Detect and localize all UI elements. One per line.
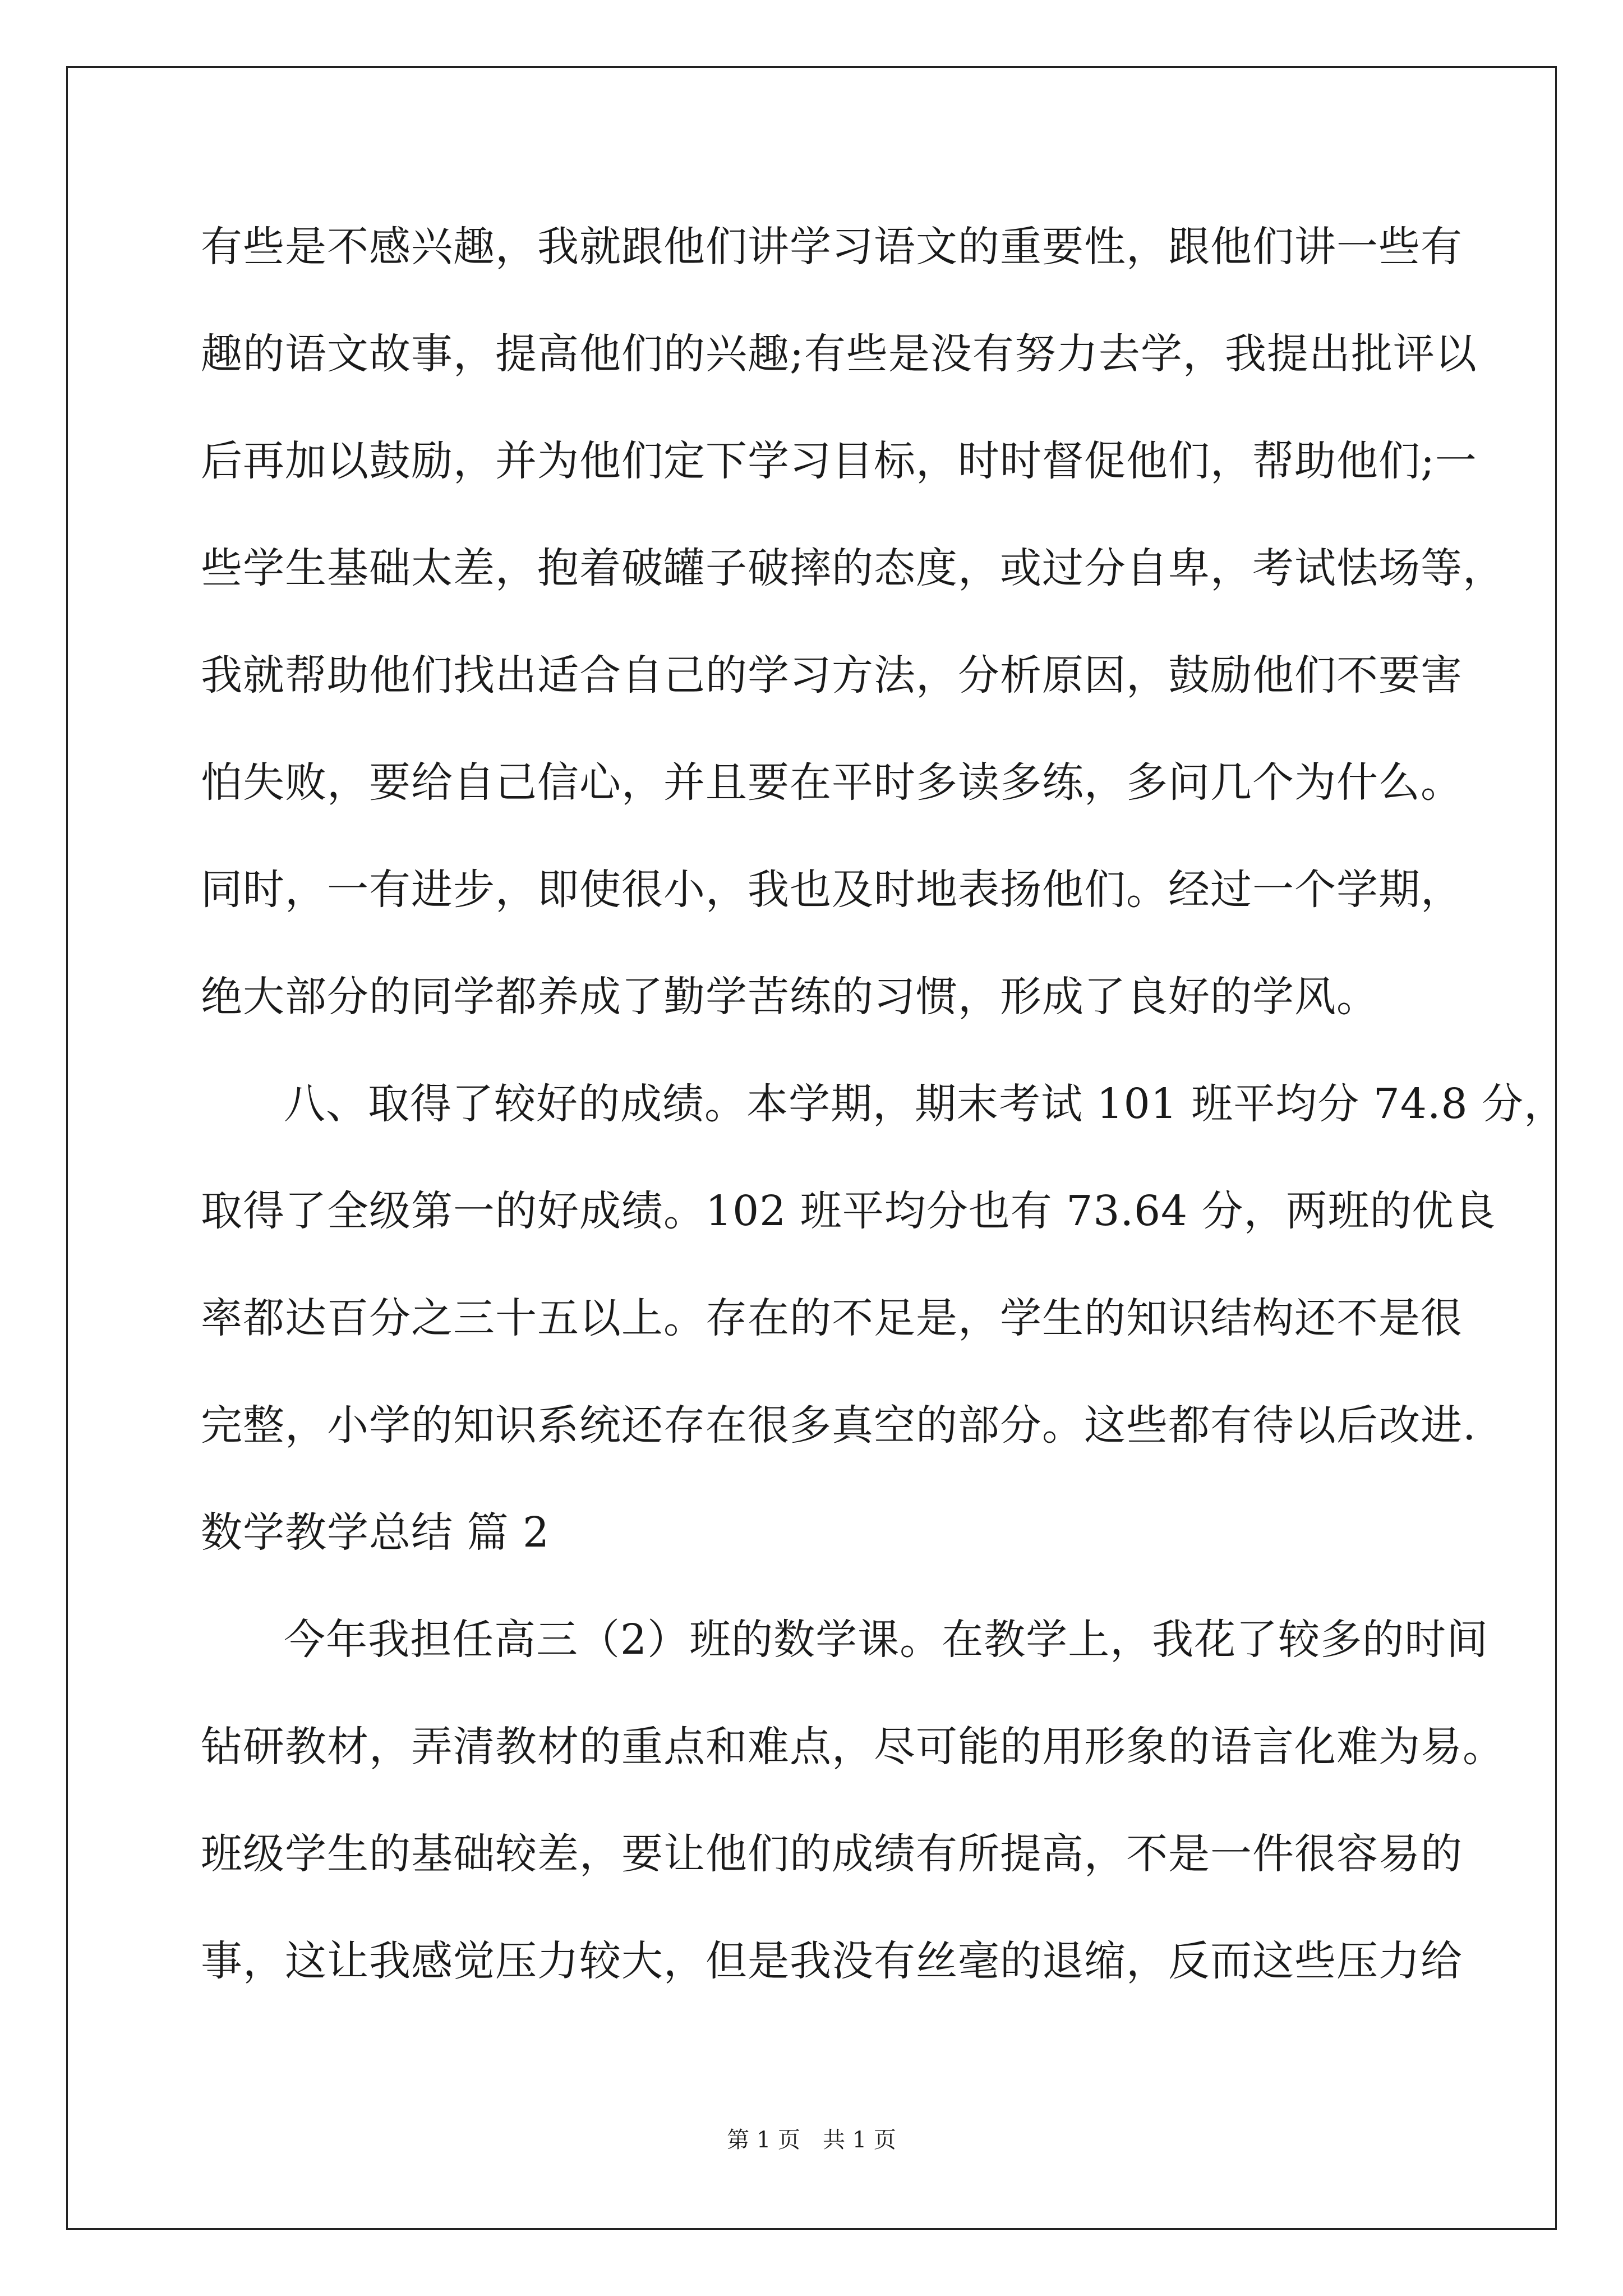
text-line: 后再加以鼓励，并为他们定下学习目标，时时督促他们，帮助他们;一 (201, 437, 1477, 485)
text-line: 取得了全级第一的好成绩。102 班平均分也有 73.64 分，两班的优良 (201, 1187, 1496, 1235)
text-line: 怕失败，要给自己信心，并且要在平时多读多练，多问几个为什么。 (201, 758, 1463, 807)
page-footer: 第 1 页 共 1 页 (727, 2127, 896, 2153)
document-body (201, 194, 1566, 2015)
text-line: 率都达百分之三十五以上。存在的不足是，学生的知识结构还不是很 (201, 1294, 1463, 1342)
text-line: 我就帮助他们找出适合自己的学习方法，分析原因，鼓励他们不要害 (201, 651, 1463, 700)
text-line: 有些是不感兴趣，我就跟他们讲学习语文的重要性，跟他们讲一些有 (201, 223, 1463, 271)
section-heading: 数学教学总结 篇 2 (201, 1508, 550, 1557)
text-line: 八、取得了较好的成绩。本学期，期末考试 101 班平均分 74.8 分， (284, 1080, 1566, 1128)
text-line: 绝大部分的同学都养成了勤学苦练的习惯，形成了良好的学风。 (201, 973, 1378, 1021)
text-line: 些学生基础太差，抱着破罐子破摔的态度，或过分自卑，考试怯场等， (201, 544, 1505, 592)
text-line: 今年我担任高三（2）班的数学课。在教学上，我花了较多的时间 (284, 1616, 1489, 1664)
text-line: 事，这让我感觉压力较大，但是我没有丝毫的退缩，反而这些压力给 (201, 1937, 1463, 1985)
text-line: 钻研教材，弄清教材的重点和难点，尽可能的用形象的语言化难为易。 (201, 1723, 1505, 1771)
text-line: 趣的语文故事，提高他们的兴趣;有些是没有努力去学，我提出批评以 (201, 330, 1477, 378)
text-line: 班级学生的基础较差，要让他们的成绩有所提高，不是一件很容易的 (201, 1830, 1463, 1878)
text-line: 同时，一有进步，即使很小，我也及时地表扬他们。经过一个学期， (201, 866, 1463, 914)
text-line: 完整，小学的知识系统还存在很多真空的部分。这些都有待以后改进. (201, 1401, 1477, 1450)
